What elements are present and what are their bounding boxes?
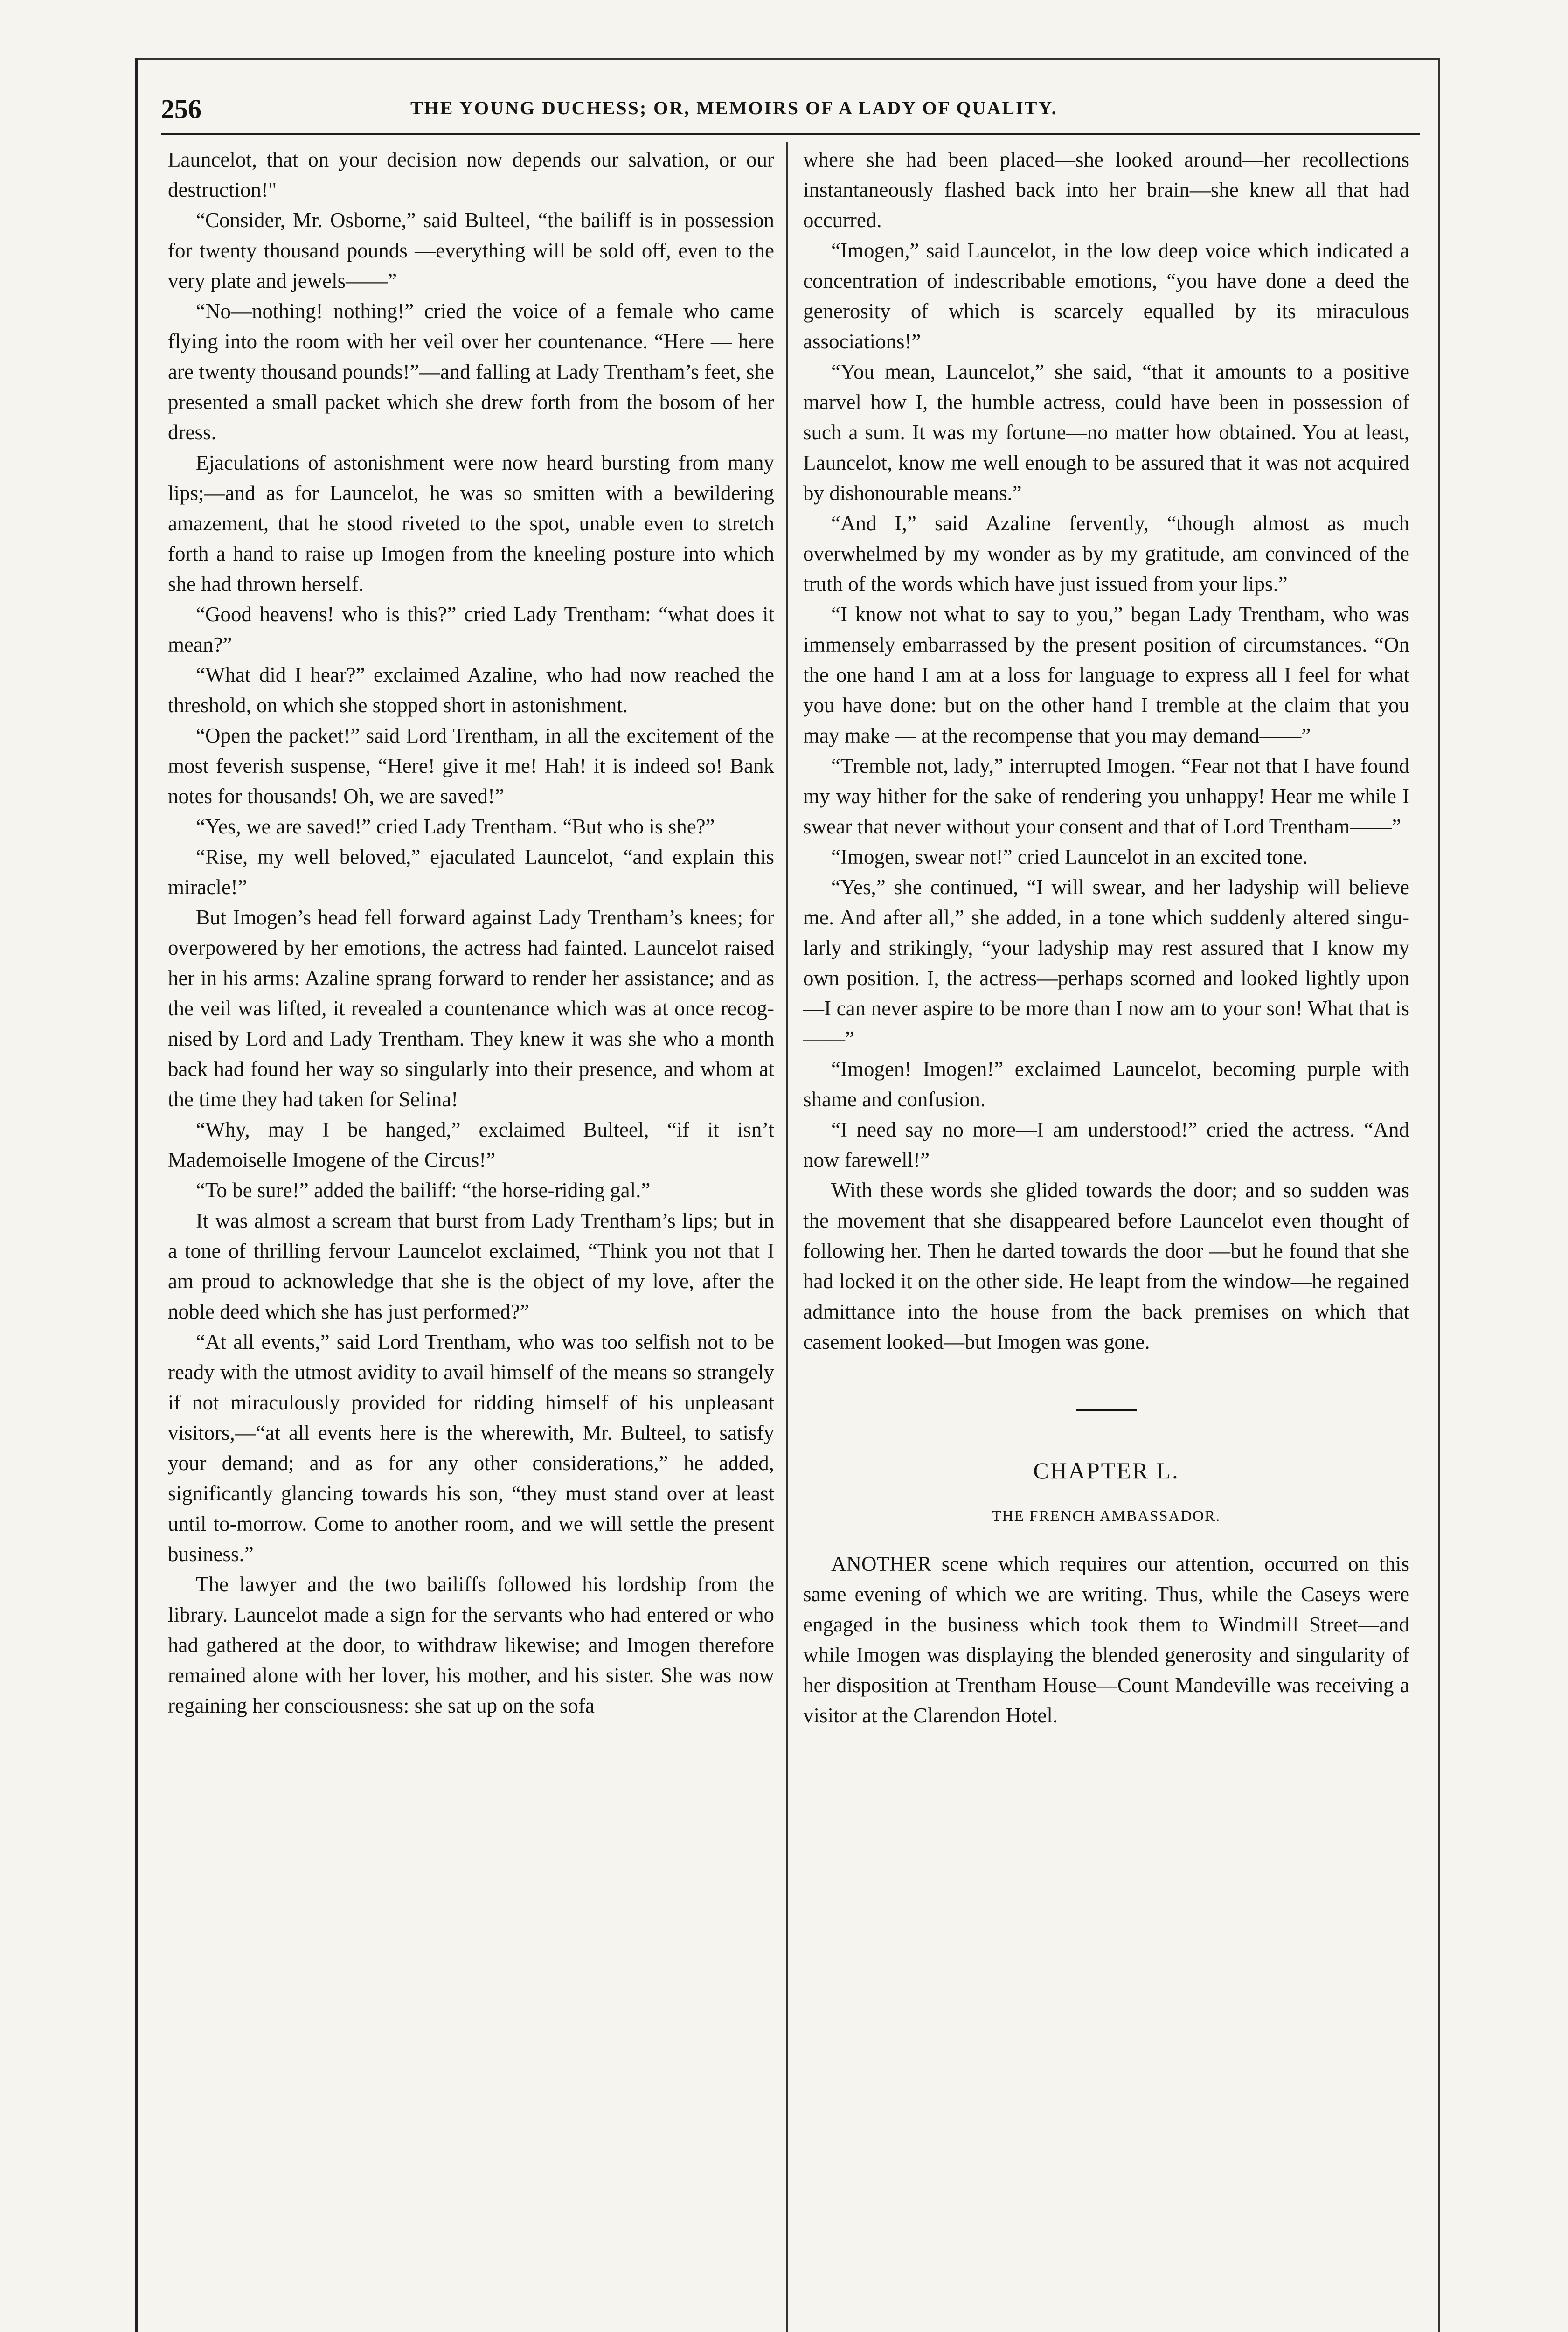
- chapter-separator: [1076, 1409, 1137, 1411]
- chapter-opening-paragraph: ANOTHER scene which requires our attention, occurred on this same evening of which we are writing. Thus, while the Caseys were engaged in the business which took them to Windmill Street—and while Imogen was displaying the blended generosity and singularity of her disposition at Trentham House—Count Mandeville was receiving a visitor at the Clarendon Hotel.: [803, 1552, 1409, 1727]
- paragraph: “Tremble not, lady,” interrupted Imogen. “Fear not that I have found my way hither for the sake of rendering you unhappy! Hear me while I swear that never without your consent and that of Lord Trentham——”: [803, 754, 1409, 838]
- right-column: [803, 145, 1409, 1731]
- paragraph: “Open the packet!” said Lord Trentham, in all the excitement of the most feverish suspense, “Here! give it me! Hah! it is indeed so! Bank notes for thousands! Oh, we are saved!”: [168, 724, 774, 808]
- paragraph: The lawyer and the two bailiffs followed his lordship from the library. Launcelot made a sign for the servants who had entered or who had gathered at the door, to withdraw likewise; and Imogen therefore remained alone with her lover, his mother, and his sister. She was now regaining her consciousness: she sat up on the sofa: [168, 1573, 774, 1717]
- left-column: [168, 145, 774, 1721]
- paragraph: “At all events,” said Lord Trentham, who was too selfish not to be ready with the utmost avidity to avail himself of the means so strangely if not miraculously provided for ridding himself of his unpleasant visitors,—“at all events here is the wherewith, Mr. Bulteel, to satisfy your demand; and as for any other considerations,” he added, significantly glancing towards his son, “they must stand over at least until to-morrow. Come to another room, and we will settle the present business.”: [168, 1330, 774, 1566]
- chapter-subtitle: THE FRENCH AMBASSADOR.: [992, 1508, 1221, 1525]
- paragraph: “Imogen,” said Launcelot, in the low deep voice which indicated a concentration of indescribable emotions, “you have done a deed the generosity of which is scarcely equalled by its miraculous associations!”: [803, 239, 1409, 353]
- header-rule: [161, 133, 1420, 135]
- paragraph: Launcelot, that on your decision now depends our salvation, or our destruction!": [168, 148, 774, 201]
- page-header: [161, 93, 1420, 124]
- paragraph: “Rise, my well beloved,” ejaculated Launcelot, “and explain this miracle!”: [168, 845, 774, 899]
- paragraph: “Why, may I be hanged,” exclaimed Bulteel, “if it isn’t Mademoiselle Imogene of the Circus!”: [168, 1118, 774, 1172]
- paragraph: “And I,” said Azaline fervently, “though almost as much overwhelmed by my wonder as by my gratitude, am convinced of the truth of the words which have just issued from your lips.”: [803, 512, 1409, 596]
- paragraph: “To be sure!” added the bailiff: “the horse-riding gal.”: [196, 1179, 651, 1202]
- paragraph: “Imogen! Imogen!” exclaimed Launcelot, becoming purple with shame and confusion.: [803, 1057, 1409, 1111]
- paragraph: “Good heavens! who is this?” cried Lady Trentham: “what does it mean?”: [168, 603, 774, 656]
- paragraph: With these words she glided towards the door; and so sudden was the movement that she disappeared before Launcelot even thought of following her. Then he darted towards the door —but he found that she had locked it on the other side. He leapt from the window—he regained admittance into the house from the back premises on which that casement looked—but Imogen was gone.: [803, 1179, 1409, 1353]
- paragraph: “What did I hear?” exclaimed Azaline, who had now reached the threshold, on which she stopped short in astonishment.: [168, 663, 774, 717]
- paragraph: “Yes,” she continued, “I will swear, and her ladyship will believe me. And after all,” she added, in a tone which suddenly altered singularly and strikingly, “your ladyship may rest assured that I know my own position. I, the actress—perhaps scorned and looked lightly upon —I can never aspire to be more than I now am to your son! What that is——”: [803, 875, 1409, 1050]
- column-divider: [786, 142, 788, 2332]
- paragraph: where she had been placed—she looked around—her recollections instantaneously flashed back into her brain—she knew all that had occurred.: [803, 148, 1409, 232]
- chapter-title: CHAPTER L.: [1033, 1458, 1179, 1484]
- paragraph: “You mean, Launcelot,” she said, “that it amounts to a positive marvel how I, the humble actress, could have been in possession of such a sum. It was my fortune—no matter how obtained. You at least, Launcelot, know me well enough to be assured that it was not acquired by dishonourable means.”: [803, 360, 1409, 505]
- page-frame-left: [135, 58, 138, 2332]
- page-frame-top: [135, 58, 1440, 60]
- page-frame-right: [1438, 58, 1440, 2332]
- paragraph: “No—nothing! nothing!” cried the voice of a female who came flying into the room with her veil over her countenance. “Here — here are twenty thousand pounds!”—and falling at Lady Trentham’s feet, she presented a small packet which she drew forth from the bosom of her dress.: [168, 299, 774, 444]
- paragraph: “I know not what to say to you,” began Lady Trentham, who was immensely embarrassed by the present position of circumstances. “On the one hand I am at a loss for language to express all I feel for what you have done: but on the other hand I tremble at the claim that you may make — at the recompense that you may demand——”: [803, 603, 1409, 747]
- paragraph: “Imogen, swear not!” cried Launcelot in an excited tone.: [831, 845, 1308, 868]
- paragraph: “I need say no more—I am understood!” cried the actress. “And now farewell!”: [803, 1118, 1409, 1172]
- paragraph: “Consider, Mr. Osborne,” said Bulteel, “the bailiff is in possession for twenty thousand pounds —everything will be sold off, even to the very plate and jewels——”: [168, 208, 774, 292]
- paragraph: “Yes, we are saved!” cried Lady Trentham. “But who is she?”: [196, 815, 715, 838]
- paragraph: But Imogen’s head fell forward against Lady Trentham’s knees; for overpowered by her emotions, the actress had fainted. Launcelot raised her in his arms: Azaline sprang forward to render her assistance; and as the veil was lifted, it revealed a countenance which was at once recognised by Lord and Lady Trentham. They knew it was she who a month back had found her way so singularly into their presence, and whom at the time they had taken for Selina!: [168, 906, 774, 1111]
- page-number: 256: [161, 94, 201, 124]
- running-title: THE YOUNG DUCHESS; OR, MEMOIRS OF A LADY OF QUALITY.: [410, 97, 1058, 118]
- paragraph: Ejaculations of astonishment were now heard bursting from many lips;—and as for Launcelot, he was so smitten with a bewildering amazement, that he stood riveted to the spot, unable even to stretch forth a hand to raise up Imogen from the kneeling posture into which she had thrown herself.: [168, 451, 774, 596]
- paragraph: It was almost a scream that burst from Lady Trentham’s lips; but in a tone of thrilling fervour Launcelot exclaimed, “Think you not that I am proud to acknowledge that she is the object of my love, after the noble deed which she has just performed?”: [168, 1209, 774, 1323]
